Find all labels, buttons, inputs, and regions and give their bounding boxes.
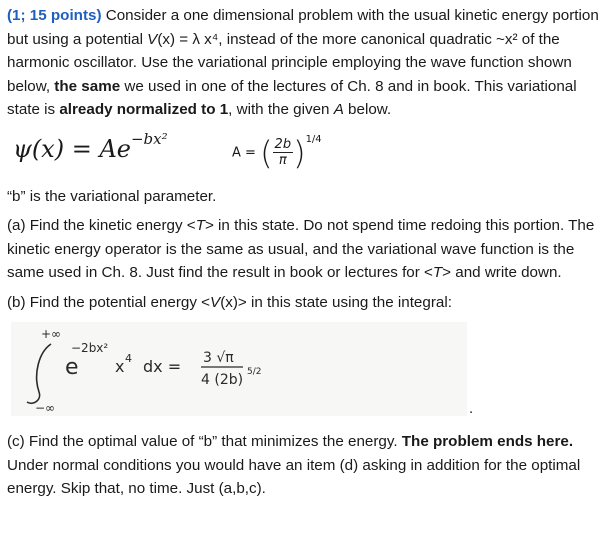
wavefunction-equation (7, 130, 613, 185)
dx-equals: dx = (143, 357, 182, 376)
points-label: (1; 15 points) (7, 7, 102, 24)
trailing-period: . (469, 400, 474, 417)
part-a: (a) Find the kinetic energy <T> in this state. Do not spend time redoing this portion. The kinetic energy operator is the same as usual, and the variational wave function is the same used in Ch. 8. Just find the result in book or lectures for <T> and write down. (7, 217, 595, 281)
part-b: (b) Find the potential energy <V(x)> in this state using the integral: (7, 293, 452, 311)
x-power-base: x (115, 357, 125, 376)
upper-limit: +∞ (41, 327, 62, 341)
normalization-constant: A = ( $\frac{2b}{\pi}$ )$^{1/4}$ (232, 133, 322, 172)
result-denominator: 4 (2b) (201, 372, 244, 388)
handwritten-integral (11, 322, 467, 416)
variational-parameter-note: “b” is the variational parameter. (7, 187, 217, 205)
result-numerator: 3 √π (203, 350, 234, 366)
psi-equation: $\psi(x) = Ae^{-bx^2}$ (13, 129, 168, 163)
exp-e: e (65, 355, 79, 380)
lower-limit: −∞ (35, 401, 56, 415)
problem-page (7, 4, 613, 501)
x-power-exp: 4 (125, 352, 132, 365)
intro-paragraph: (1; 15 points) Consider a one dimensional problem with the usual kinetic energy portion but using a potential V(x) = λ x⁴, instead of the more canonical quadratic ~x² of the harmonic oscillator. Use the variational principle employing the wave function shown below, the same we used in one of the lectures of Ch. 8 and in book. This variational state is already normalized to 1, with the given A below. (7, 7, 599, 118)
result-denominator-exp: 5/2 (247, 367, 262, 377)
part-c: (c) Find the optimal value of “b” that minimizes the energy. The problem ends here. Under normal conditions you would have an item (d) asking in addition for the optimal energy. Skip that, no time. Just (a,b,c). (7, 433, 581, 497)
exp-power: −2bx² (71, 341, 109, 355)
